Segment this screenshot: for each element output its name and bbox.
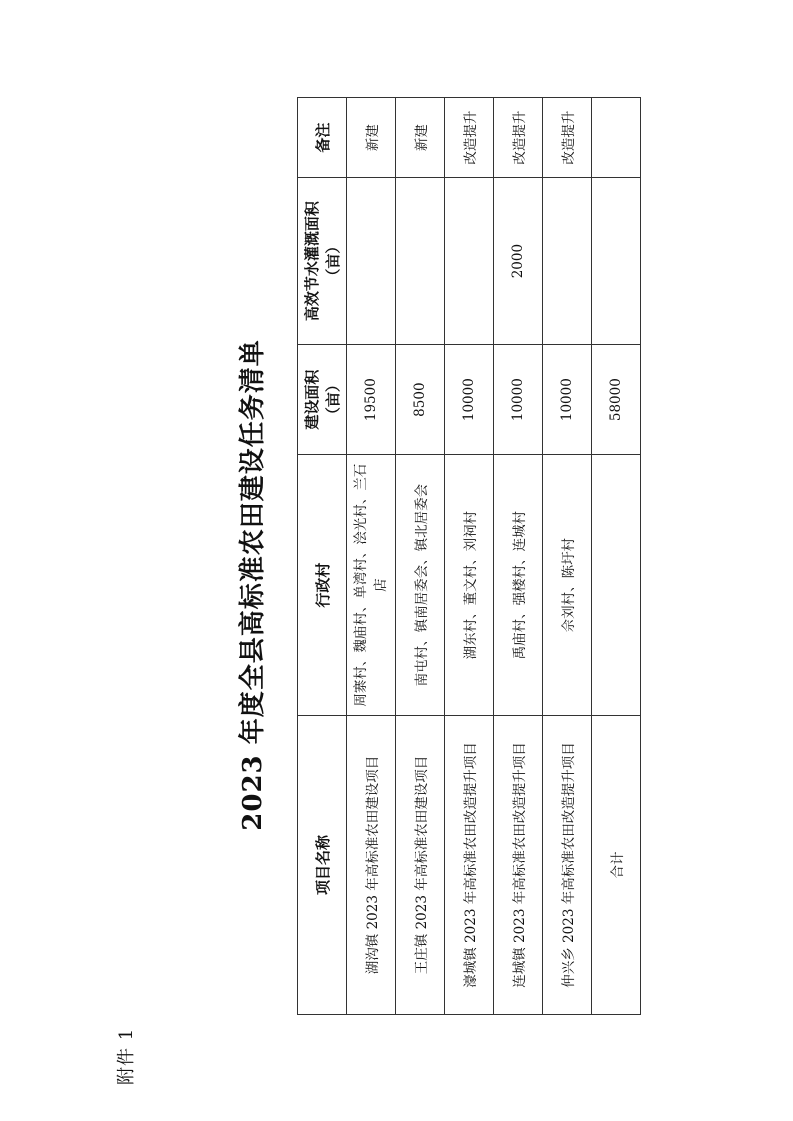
cell-note: 改造提升: [445, 98, 494, 178]
table-row: [445, 98, 494, 1015]
cell-total-irrigation: [592, 178, 641, 345]
document-page: [112, 35, 626, 1085]
header-area: 建设面积（亩）: [298, 345, 347, 455]
cell-project-name: 连城镇 2023 年高标准农田改造提升项目: [494, 715, 543, 1014]
table-header-row: [298, 98, 347, 1015]
table-total-row: [592, 98, 641, 1015]
cell-total-label: 合计: [592, 715, 641, 1014]
header-project-name: 项目名称: [298, 715, 347, 1014]
cell-total-villages: [592, 455, 641, 716]
attachment-label: 附件 1: [116, 1027, 137, 1085]
cell-project-name: 湖沟镇 2023 年高标准农田建设项目: [347, 715, 396, 1014]
table-row: [494, 98, 543, 1015]
cell-area: 10000: [494, 345, 543, 455]
cell-villages: 南屯村、镇南居委会、镇北居委会: [396, 455, 445, 716]
cell-irrigation: 2000: [494, 178, 543, 345]
table-row: [543, 98, 592, 1015]
cell-note: 新建: [347, 98, 396, 178]
cell-project-name: 濠城镇 2023 年高标准农田改造提升项目: [445, 715, 494, 1014]
cell-area: 10000: [445, 345, 494, 455]
task-table: [297, 97, 641, 1015]
cell-irrigation: [347, 178, 396, 345]
cell-villages: 周寨村、魏庙村、单湾村、浍光村、兰石店: [347, 455, 396, 716]
header-village: 行政村: [298, 455, 347, 716]
cell-note: 改造提升: [494, 98, 543, 178]
cell-total-note: [592, 98, 641, 178]
cell-area: 19500: [347, 345, 396, 455]
cell-area: 10000: [543, 345, 592, 455]
cell-project-name: 王庄镇 2023 年高标准农田建设项目: [396, 715, 445, 1014]
cell-irrigation: [543, 178, 592, 345]
header-note: 备注: [298, 98, 347, 178]
cell-villages: 湖东村、董文村、刘祠村: [445, 455, 494, 716]
cell-note: 新建: [396, 98, 445, 178]
cell-irrigation: [445, 178, 494, 345]
cell-total-area: 58000: [592, 345, 641, 455]
cell-villages: 禹庙村、强楼村、连城村: [494, 455, 543, 716]
header-irrigation-area: 高效节水灌溉面积（亩）: [298, 178, 347, 345]
cell-villages: 佘刘村、陈圩村: [543, 455, 592, 716]
table-row: [347, 98, 396, 1015]
cell-area: 8500: [396, 345, 445, 455]
page-title: 2023 年度全县高标准农田建设任务清单: [238, 339, 268, 831]
cell-project-name: 仲兴乡 2023 年高标准农田改造提升项目: [543, 715, 592, 1014]
cell-note: 改造提升: [543, 98, 592, 178]
table-row: [396, 98, 445, 1015]
cell-irrigation: [396, 178, 445, 345]
